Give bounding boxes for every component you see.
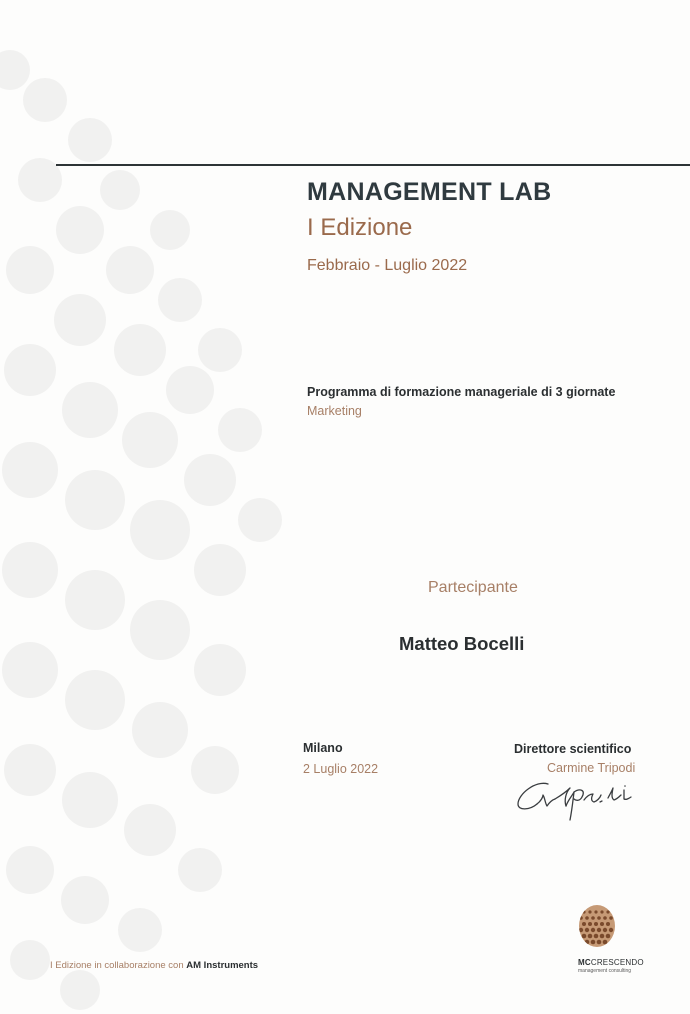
header-rule xyxy=(56,164,690,166)
director-name: Carmine Tripodi xyxy=(547,761,636,775)
course-period: Febbraio - Luglio 2022 xyxy=(307,257,468,274)
program-subject: Marketing xyxy=(307,404,362,418)
footer-partner: AM Instruments xyxy=(186,960,259,971)
issue-city: Milano xyxy=(303,741,343,755)
participant-label: Partecipante xyxy=(428,579,518,596)
egg-logo-icon xyxy=(572,900,622,950)
director-signature xyxy=(510,770,645,825)
director-role: Direttore scientifico xyxy=(514,742,632,756)
logo-brand: MCCRESCENDO xyxy=(578,958,644,967)
certificate-title: MANAGEMENT LAB xyxy=(307,178,552,206)
footer-text: I Edizione in collaborazione con xyxy=(50,960,187,971)
logo-tagline: management consulting xyxy=(578,968,632,974)
edition-label: I Edizione xyxy=(307,214,413,241)
footer-note xyxy=(50,960,258,971)
participant-name: Matteo Bocelli xyxy=(399,633,525,654)
program-title: Programma di formazione manageriale di 3 giornate xyxy=(307,385,616,399)
issue-date: 2 Luglio 2022 xyxy=(303,762,379,776)
